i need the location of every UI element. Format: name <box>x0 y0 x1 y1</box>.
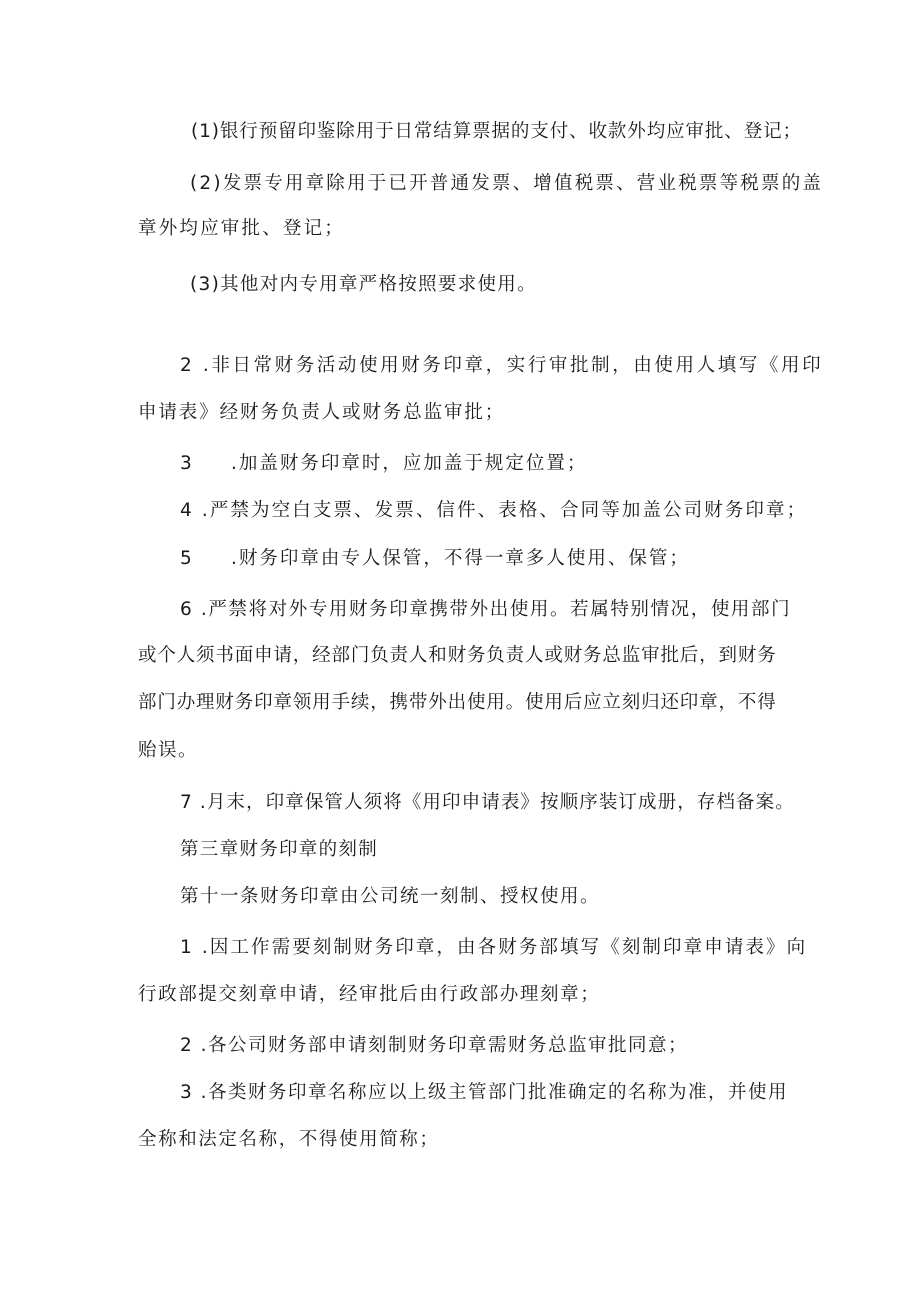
paragraph-line: 1 .因工作需要刻制财务印章，由各财务部填写《刻制印章申请表》向 <box>180 937 808 958</box>
paragraph-line: 6 .严禁将对外专用财务印章携带外出使用。若属特别情况，使用部门 <box>180 599 792 620</box>
paragraph-line: 全称和法定名称，不得使用简称； <box>138 1129 440 1150</box>
paragraph-line: 或个人须书面申请，经部门负责人和财务负责人或财务总监审批后，到财务 <box>138 645 777 666</box>
list-number: 5 <box>180 548 193 569</box>
paragraph-line: 7 .月末，印章保管人须将《用印申请表》按顺序装订成册，存档备案。 <box>180 792 795 813</box>
paragraph-line: 2 .各公司财务部申请刻制财务印章需财务总监审批同意； <box>180 1035 689 1056</box>
paragraph-line: (1)银行预留印鉴除用于日常结算票据的支付、收款外均应审批、登记； <box>191 121 802 142</box>
paragraph-line: 部门办理财务印章领用手续，携带外出使用。使用后应立刻归还印章，不得 <box>138 692 777 713</box>
paragraph-line: 申请表》经财务负责人或财务总监审批； <box>138 402 506 423</box>
paragraph-line: (2)发票专用章除用于已开普通发票、增值税票、营业税票等税票的盖 <box>190 173 824 194</box>
section-heading: 第三章财务印章的刻制 <box>180 839 379 860</box>
list-number: 3 <box>180 453 193 474</box>
paragraph-line: 行政部提交刻章申请，经审批后由行政部办理刻章； <box>138 984 601 1005</box>
paragraph-line: .财务印章由专人保管，不得一章多人使用、保管； <box>231 548 690 569</box>
article-heading: 第十一条财务印章由公司统一刻制、授权使用。 <box>180 886 601 907</box>
paragraph-line: 2 .非日常财务活动使用财务印章，实行审批制，由使用人填写《用印 <box>180 355 824 376</box>
paragraph-line: (3)其他对内专用章严格按照要求使用。 <box>190 274 537 295</box>
paragraph-line: .加盖财务印章时，应加盖于规定位置； <box>231 453 588 474</box>
paragraph-line: 章外均应审批、登记； <box>138 218 346 239</box>
paragraph-line: 3 .各类财务印章名称应以上级主管部门批准确定的名称为准，并使用 <box>180 1082 789 1103</box>
paragraph-line: 4 .严禁为空白支票、发票、信件、表格、合同等加盖公司财务印章； <box>180 500 808 521</box>
paragraph-line: 贻误。 <box>138 740 199 761</box>
